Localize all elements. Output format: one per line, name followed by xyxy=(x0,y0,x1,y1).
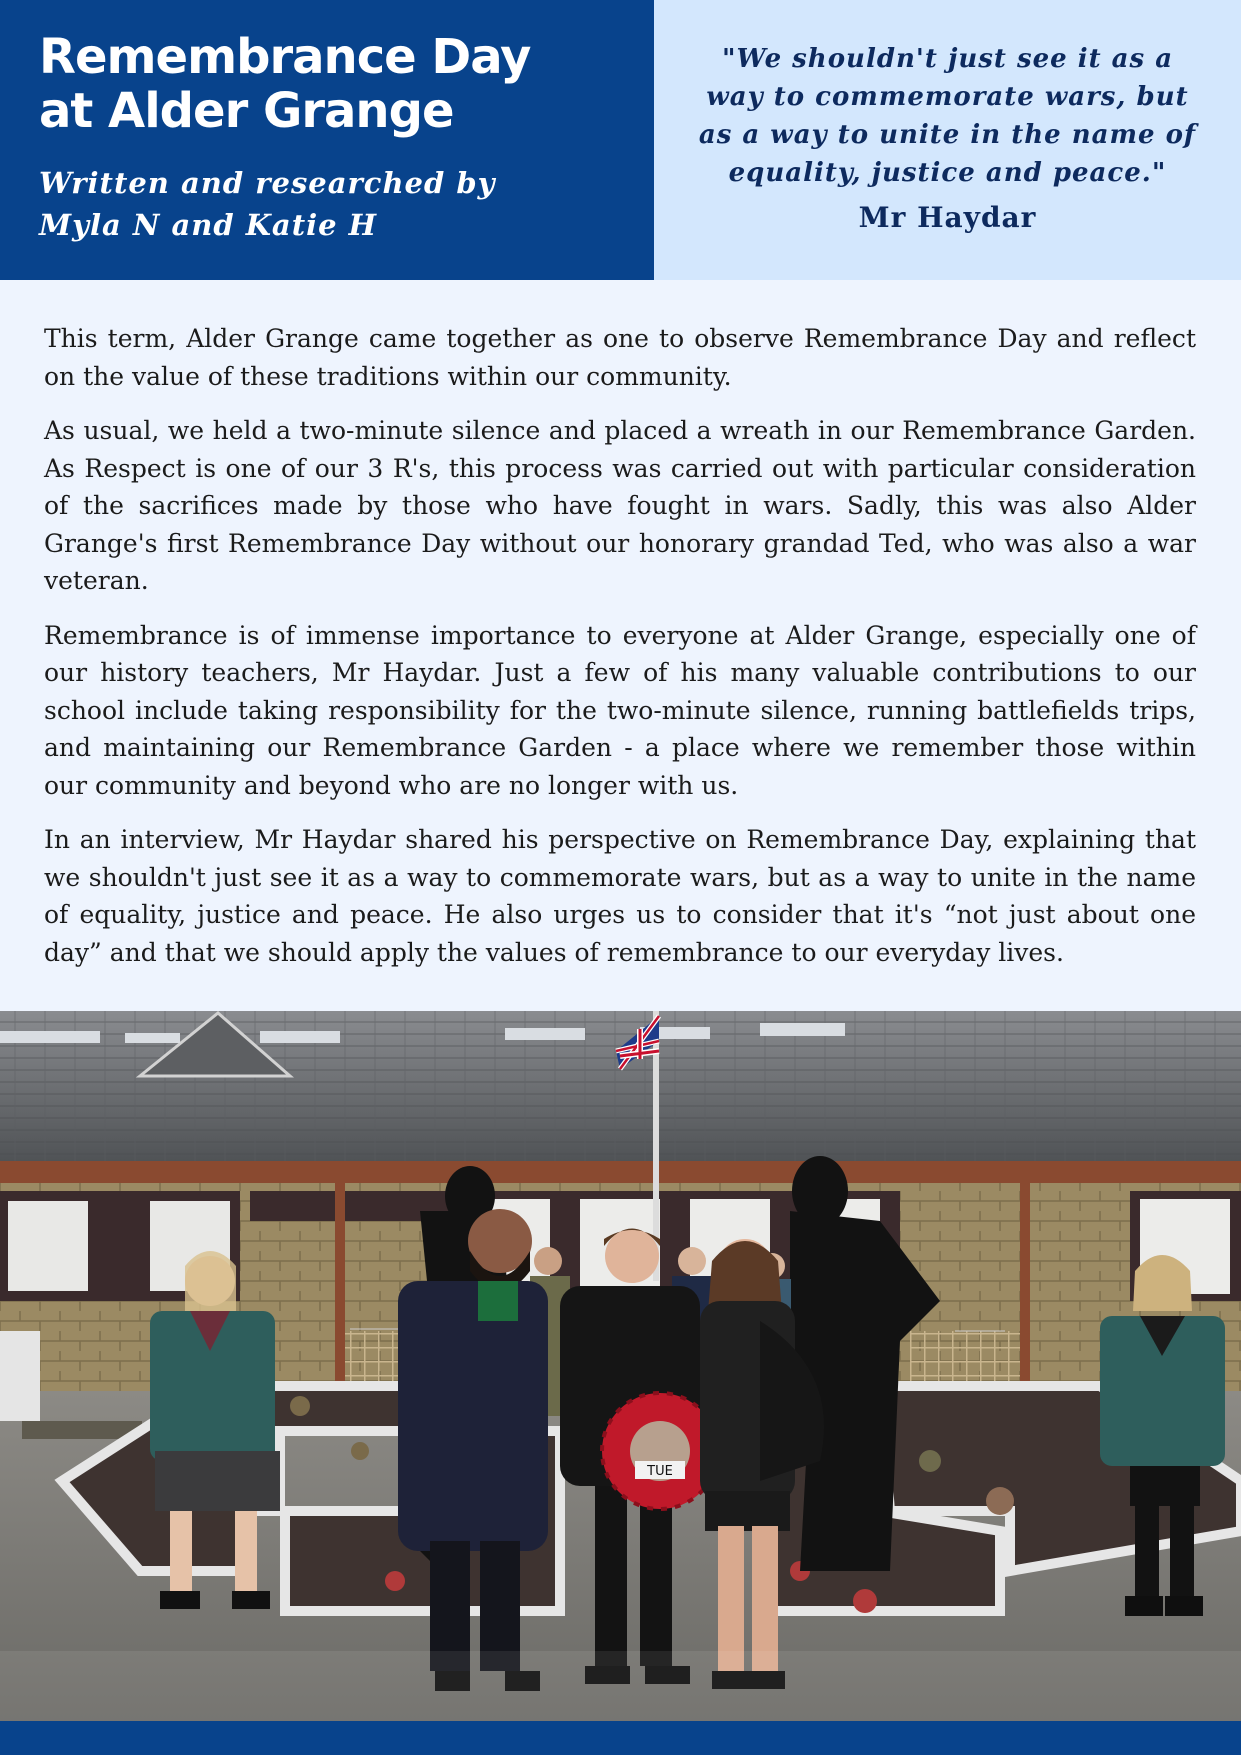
wet-ground-reflection xyxy=(0,1651,1241,1721)
byline-line-2: Myla N and Katie H xyxy=(39,208,378,242)
footer-bar xyxy=(0,1721,1241,1755)
drainpipe xyxy=(1020,1183,1030,1403)
roof-tiles xyxy=(0,1011,1241,1161)
pull-quote: "We shouldn't just see it as a way to commemorate wars, but as a way to unite in the name of equality, justice and peace." xyxy=(698,44,1197,188)
quote-panel xyxy=(654,0,1241,280)
wreath-label: TUE xyxy=(647,1464,673,1479)
page-title xyxy=(39,30,654,138)
drainpipe xyxy=(335,1183,345,1403)
header xyxy=(0,0,1241,280)
title-panel xyxy=(0,0,654,280)
title-line-1: Remembrance Day xyxy=(39,29,531,85)
remembrance-garden-photo xyxy=(0,1011,1241,1721)
skylight xyxy=(760,1023,845,1036)
article-paragraph-2: As usual, we held a two-minute silence and placed a wreath in our Remembrance Garden. As Respect is one of our 3 R's, this process was carried out with particular consideration of the sacrifices made by those who have fought in wars. Sadly, this was also Alder Grange's first Remembrance Day without our honorary grandad Ted, who was also a war veteran. xyxy=(44,416,1196,595)
article-paragraph-4: In an interview, Mr Haydar shared his perspective on Remembrance Day, explaining that we shouldn't just see it as a way to commemorate wars, but as a way to unite in the name of equality, justice and peace. He also urges us to consider that it's “not just about one day” and that we should apply the values of remembrance to our everyday lives. xyxy=(44,825,1196,967)
photo-illustration xyxy=(0,1011,1241,1721)
title-line-2: at Alder Grange xyxy=(39,83,454,139)
article-paragraph-1: This term, Alder Grange came together as one to observe Remembrance Day and reflect on the value of these traditions within our community. xyxy=(44,324,1196,391)
skylight xyxy=(505,1028,585,1040)
article-body xyxy=(44,320,1196,988)
fascia xyxy=(0,1161,1241,1183)
skylight xyxy=(0,1031,100,1043)
byline xyxy=(39,162,654,246)
trellis xyxy=(910,1331,1020,1386)
skylight xyxy=(125,1033,180,1043)
article-paragraph-3: Remembrance is of immense importance to everyone at Alder Grange, especially one of our history teachers, Mr Haydar. Just a few of his many valuable contributions to our school include taking responsibility for the two-minute silence, running battlefields trips, and maintaining our Remembrance Garden - a place where we remember those within our community and beyond who are no longer with us. xyxy=(44,620,1196,800)
quote-author: Mr Haydar xyxy=(858,201,1037,234)
skylight xyxy=(260,1031,340,1043)
window-blind xyxy=(8,1201,88,1291)
byline-line-1: Written and researched by xyxy=(39,166,496,200)
